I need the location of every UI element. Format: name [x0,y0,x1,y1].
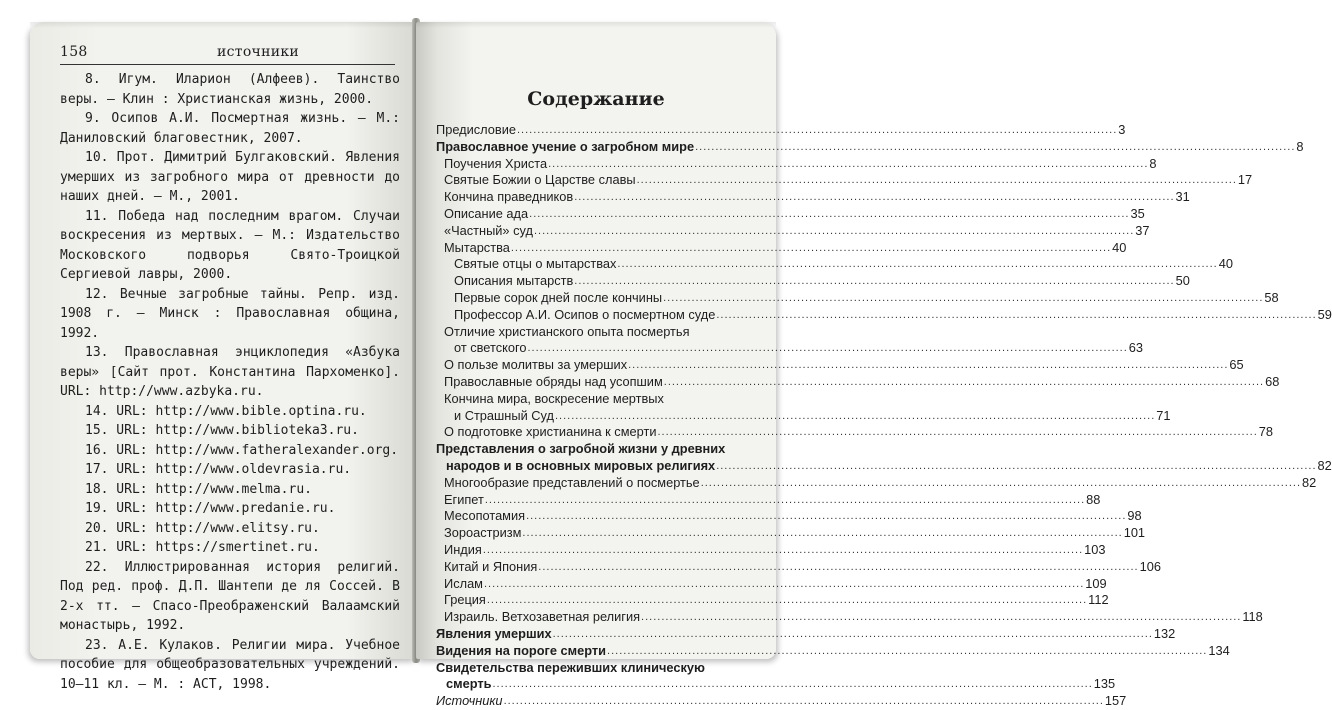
toc-entry-title: Описание ада [444,205,529,221]
toc-title: Содержание [527,88,665,110]
toc-leader-dots [483,542,1083,559]
toc-entry[interactable] [436,306,1332,324]
source-entry: 21. URL: https://smertinet.ru. [85,540,320,555]
toc-page-number: 82 [1317,457,1332,473]
toc-entry-title: Предисловие [436,122,516,137]
toc-leader-dots [664,374,1264,391]
toc-leader-dots [548,156,1148,173]
toc-leader-dots [701,475,1301,492]
toc-entry[interactable] [436,172,1253,189]
toc-entry-title: Явления умерших [436,625,552,641]
toc-entry-title: Поучения Христа [444,155,548,171]
toc-page-number: 35 [1130,205,1145,221]
source-entry: 11. Победа над последним врагом. Случаи воскресения из мертвых. – М.: Издательство Московского подворья Свято-Троицкой Сергиевой лавры, 2000. [60,208,400,282]
toc-entry[interactable] [436,491,1101,509]
toc-entry-title: Месопотамия [444,508,526,524]
toc-leader-dots [526,508,1126,525]
toc-page-number: 3 [1118,122,1126,137]
toc-leader-dots [628,357,1228,374]
toc-entry[interactable] [436,138,1304,156]
toc-page-number: 37 [1135,222,1150,238]
toc-entry-title-continuation: и Страшный Суд [454,407,554,423]
toc-entry-title-continuation: народов и в основных мировых религиях [446,457,716,473]
toc-entry-title: Многообразие представлений о посмертье [444,474,700,490]
toc-entry-title: Кончина праведников [444,189,574,205]
toc-page-number: 135 [1093,676,1116,692]
toc-entry[interactable] [436,609,1263,626]
toc-entry[interactable] [436,508,1142,525]
toc-page-number: 98 [1127,508,1142,524]
toc-leader-dots [574,273,1174,290]
toc-entry[interactable] [436,205,1145,223]
toc-entry-title: Отличие христианского опыта посмертья [444,323,690,339]
toc-entry[interactable] [436,256,1233,273]
toc-entry[interactable] [436,659,1116,694]
toc-leader-dots [504,693,1104,710]
toc-entry[interactable] [436,474,1317,492]
toc-entry-title: Греция [444,592,486,608]
page-number: 158 [60,44,88,60]
toc-leader-dots [527,340,1127,357]
toc-entry-title: Зороастризм [444,525,522,541]
toc-leader-dots [716,458,1316,475]
toc-entry-title: Китай и Япония [444,558,538,574]
toc-entry-title: О пользе молитвы за умерших [444,357,628,373]
toc-entry-title: Представления о загробной жизни у древних [436,441,726,457]
toc-leader-dots [487,592,1087,609]
toc-entry-title: Кончина мира, воскресение мертвых [444,390,664,406]
header-rule [60,64,395,65]
toc-leader-dots [574,189,1174,206]
source-entry: 15. URL: http://www.biblioteka3.ru. [85,423,359,438]
toc-entry[interactable] [436,373,1280,391]
toc-page-number: 40 [1112,239,1127,255]
toc-entry-title: Индия [444,541,482,557]
toc-entry-title: Источники [436,693,503,709]
toc-entry[interactable] [436,693,1127,710]
toc-leader-dots [641,609,1241,626]
toc-page-number: 112 [1088,592,1109,608]
toc-page-number: 17 [1237,172,1253,188]
toc-leader-dots [555,408,1155,425]
toc-entry-title: Описания мытарств [454,273,574,289]
toc-leader-dots [485,492,1085,509]
toc-leader-dots [617,256,1217,273]
toc-page-number: 59 [1317,306,1332,322]
toc-page-number: 8 [1296,138,1304,154]
sources-list [60,70,400,694]
toc-entry[interactable] [436,323,1144,358]
left-page [30,22,416,692]
toc-page-number: 101 [1123,525,1146,541]
toc-entry[interactable] [436,289,1279,307]
toc-page-number: 63 [1128,340,1144,356]
toc-entry[interactable] [436,441,1332,475]
toc-entry[interactable] [436,390,1171,425]
toc-entry[interactable] [436,575,1107,593]
toc-page-number: 157 [1104,693,1127,709]
source-entry: 13. Православная энциклопедия «Азбука веры» [Сайт прот. Константина Пархоменко]. URL: http://www.azbyka.ru. [60,345,400,399]
toc-entry-title: «Частный» суд [444,222,533,238]
toc-entry-title: Ислам [444,575,483,591]
toc-leader-dots [695,139,1295,156]
toc-leader-dots [534,223,1134,240]
toc-page-number: 58 [1264,289,1279,305]
toc-leader-dots [484,576,1084,593]
toc-page-number: 8 [1149,155,1157,171]
toc-page-number: 134 [1208,642,1230,658]
toc-page-number: 106 [1139,558,1161,574]
source-entry: 17. URL: http://www.oldevrasia.ru. [85,462,352,477]
toc-entry[interactable] [436,625,1176,643]
toc-entry-title: Святые отцы о мытарствах [454,256,617,272]
toc-leader-dots [663,290,1263,307]
toc-leader-dots [637,172,1237,189]
source-entry: 23. А.Е. Кулаков. Религии мира. Учебное пособие для общеобразовательных учреждений. 10–11 кл. – М. : АСТ, 1998. [60,637,400,692]
source-entry: 22. Иллюстрированная история религий. Под ред. проф. Д.П. Шантепи де ля Соссей. В 2-х тт. – Спасо-Преображенский Валаамский монастырь, 1992. [60,559,400,633]
toc-page-number: 68 [1265,373,1280,389]
toc-page-number: 31 [1175,189,1190,205]
toc-leader-dots [716,307,1316,324]
toc-page-number: 82 [1302,474,1317,490]
source-entry: 19. URL: http://www.predanie.ru. [85,501,336,516]
toc-entry-title: Свидетельства переживших клиническую [436,659,705,675]
source-entry: 14. URL: http://www.bible.optina.ru. [85,403,367,419]
toc-leader-dots [553,626,1153,643]
page-shade [30,22,416,28]
toc-leader-dots [529,206,1129,223]
toc-leader-dots [522,525,1122,542]
toc-page-number: 71 [1156,407,1171,423]
toc-leader-dots [607,643,1207,660]
toc-entry-title-continuation: смерть [446,676,492,692]
toc-entry[interactable] [436,592,1109,609]
toc-page-number: 88 [1086,491,1101,507]
toc-entry-title: Православное учение о загробном мире [436,138,695,154]
toc-entry[interactable] [436,424,1274,441]
toc-entry[interactable] [436,357,1244,374]
toc-entry[interactable] [436,239,1127,257]
toc-entry-title: Святые Божии о Царстве славы [444,172,636,188]
toc-entry-title: Профессор А.И. Осипов о посмертном суде [454,306,716,322]
toc-entry[interactable] [436,189,1190,206]
toc-entry-title: Первые сорок дней после кончины [454,289,663,305]
toc-page-number: 65 [1229,357,1244,373]
toc-entry-title: Православные обряды над усопшим [444,373,663,389]
toc-entry-title-continuation: от светского [454,340,527,356]
toc-leader-dots [538,559,1138,576]
toc-entry[interactable] [436,541,1106,559]
toc-entry-title: Израиль. Ветхозаветная религия [444,609,641,625]
table-of-contents [436,122,1332,710]
toc-leader-dots [511,240,1111,257]
toc-entry[interactable] [436,122,1126,139]
source-entry: 8. Игум. Иларион (Алфеев). Таинство веры. – Клин : Христианская жизнь, 2000. [60,72,400,107]
toc-page-number: 103 [1084,541,1106,557]
toc-entry[interactable] [436,222,1150,240]
toc-page-number: 40 [1218,256,1233,272]
source-entry: 12. Вечные загробные тайны. Репр. изд. 1908 г. – Минск : Православная община, 1992. [60,286,400,341]
toc-page-number: 118 [1242,609,1263,625]
page-shade [416,22,776,28]
toc-entry-title: Египет [444,491,484,507]
right-page [416,22,1332,709]
toc-entry[interactable] [436,525,1146,542]
toc-leader-dots [657,424,1257,441]
toc-leader-dots [492,676,1092,693]
toc-entry-title: О подготовке христианина к смерти [444,424,657,440]
toc-entry-title: Видения на пороге смерти [436,642,607,658]
section-title: источники [217,44,300,60]
toc-page-number: 50 [1175,273,1190,289]
toc-leader-dots [517,122,1117,139]
toc-entry[interactable] [436,273,1190,290]
source-entry: 9. Осипов А.И. Посмертная жизнь. – М.: Даниловский благовестник, 2007. [60,111,400,146]
toc-entry[interactable] [436,155,1157,173]
source-entry: 18. URL: http://www.melma.ru. [85,481,312,497]
toc-page-number: 78 [1258,424,1274,440]
toc-entry[interactable] [436,558,1161,576]
toc-page-number: 132 [1153,625,1176,641]
source-entry: 10. Прот. Димитрий Булгаковский. Явления умерших из загробного мира от древности до наших дней. – М., 2001. [60,150,400,204]
toc-page-number: 109 [1085,575,1107,591]
toc-entry-title: Мытарства [444,239,510,255]
source-entry: 20. URL: http://www.elitsy.ru. [85,520,320,536]
source-entry: 16. URL: http://www.fatheralexander.org. [85,442,399,458]
toc-entry[interactable] [436,642,1230,660]
